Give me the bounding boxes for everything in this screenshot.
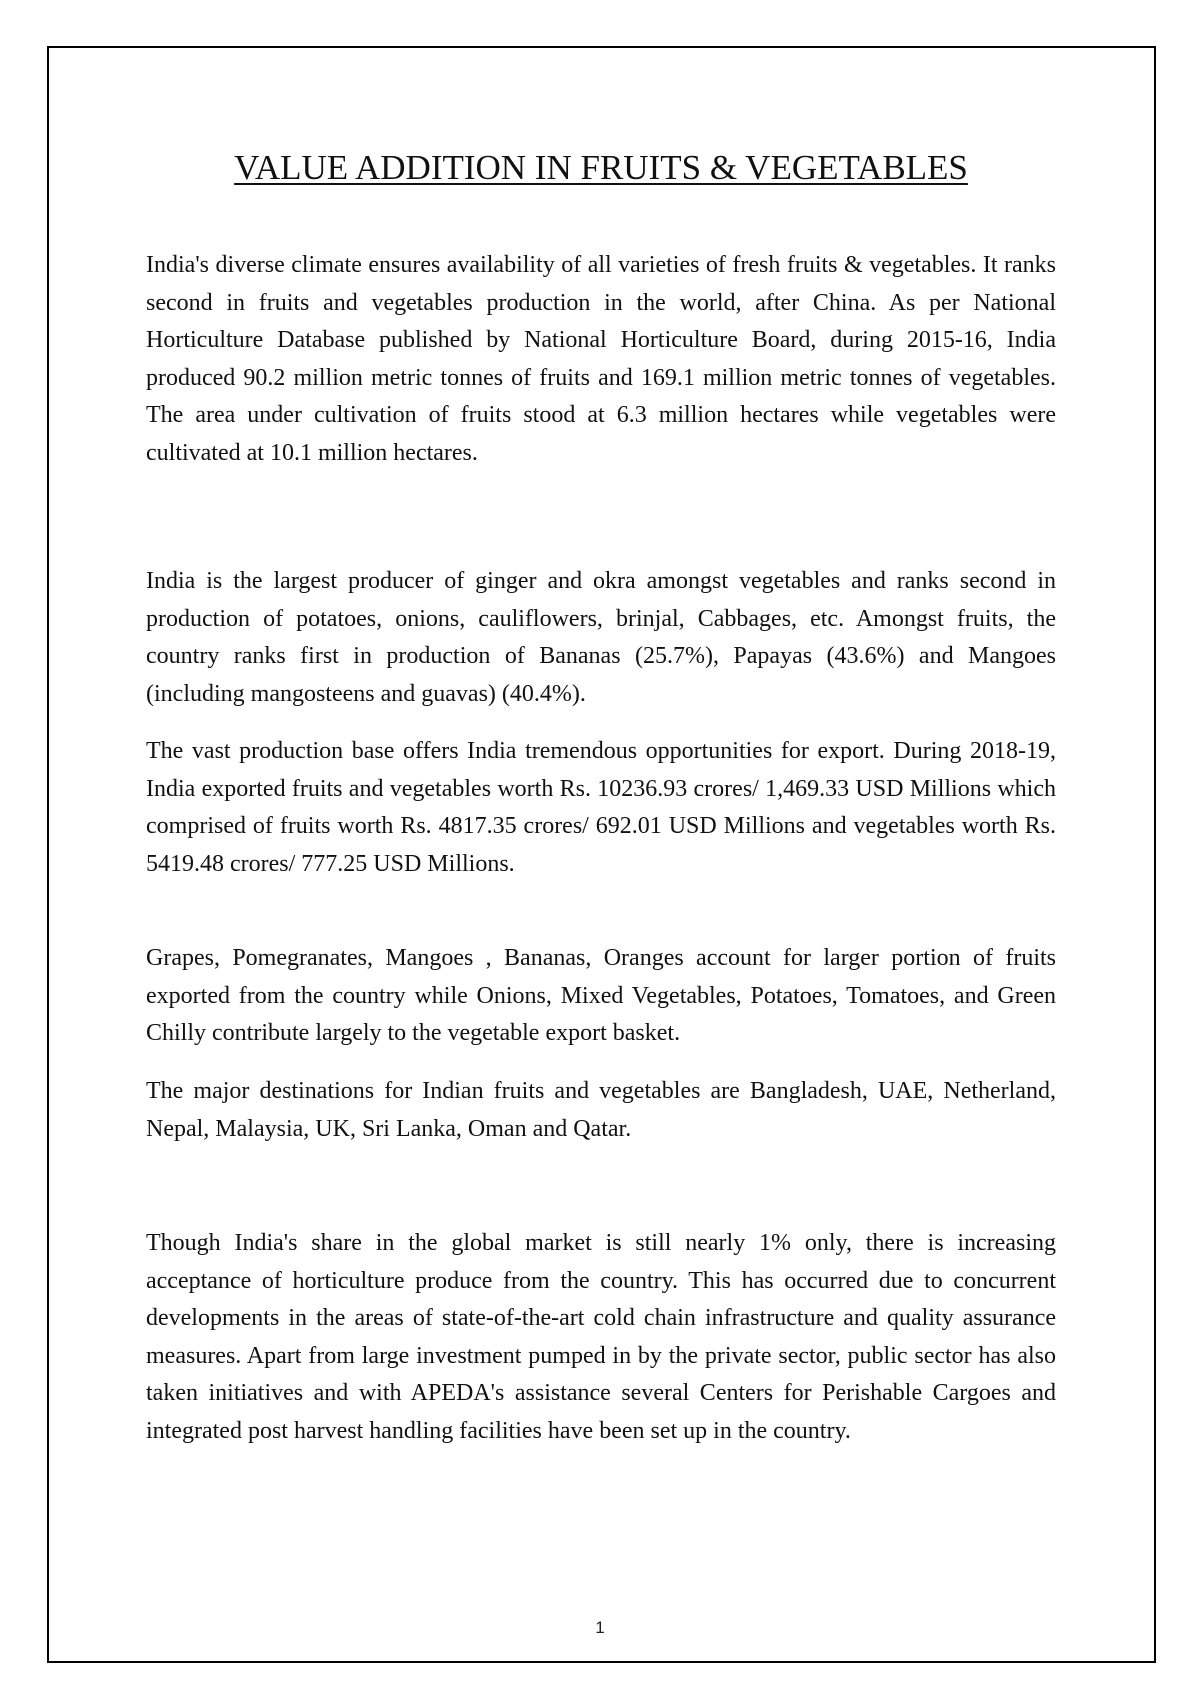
paragraph-production-rankings: India is the largest producer of ginger and okra amongst vegetables and ranks second in production of potatoes, onions, cauliflowers, brinjal, Cabbages, etc. Amongst fruits, the country ranks first in production of Bananas (25.7%), Papayas (43.6%) and Mangoes (including mangosteens and guavas) (40.4%). bbox=[146, 568, 1056, 707]
paragraph-export-value: The vast production base offers India tremendous opportunities for export. During 2018-19, India exported fruits and vegetables worth Rs. 10236.93 crores/ 1,469.33 USD Millions which comprised of fruits worth Rs. 4817.35 crores/ 692.01 USD Millions and vegetables worth Rs. 5419.48 crores/ 777.25 USD Millions. bbox=[146, 738, 1056, 877]
page-number: 1 bbox=[595, 1618, 605, 1637]
paragraph-export-destinations: The major destinations for Indian fruits and vegetables are Bangladesh, UAE, Netherland, Nepal, Malaysia, UK, Sri Lanka, Oman and Qatar. bbox=[146, 1078, 1056, 1142]
paragraph-production-overview: India's diverse climate ensures availability of all varieties of fresh fruits & vegetables. It ranks second in fruits and vegetables production in the world, after China. As per National Horticulture Database published by National Horticulture Board, during 2015-16, India produced 90.2 million metric tonnes of fruits and 169.1 million metric tonnes of vegetables. The area under cultivation of fruits stood at 6.3 million hectares while vegetables were cultivated at 10.1 million hectares. bbox=[146, 252, 1056, 466]
paragraph-export-products: Grapes, Pomegranates, Mangoes , Bananas, Oranges account for larger portion of fruits exported from the country while Onions, Mixed Vegetables, Potatoes, Tomatoes, and Green Chilly contribute largely to the vegetable export basket. bbox=[146, 945, 1056, 1046]
document-title: VALUE ADDITION IN FRUITS & VEGETABLES bbox=[234, 148, 968, 187]
paragraph-global-share: Though India's share in the global market is still nearly 1% only, there is increasing acceptance of horticulture produce from the country. This has occurred due to concurrent developments in the areas of state-of-the-art cold chain infrastructure and quality assurance measures. Apart from large investment pumped in by the private sector, public sector has also taken initiatives and with APEDA's assistance several Centers for Perishable Cargoes and integrated post harvest handling facilities have been set up in the country. bbox=[146, 1230, 1056, 1444]
